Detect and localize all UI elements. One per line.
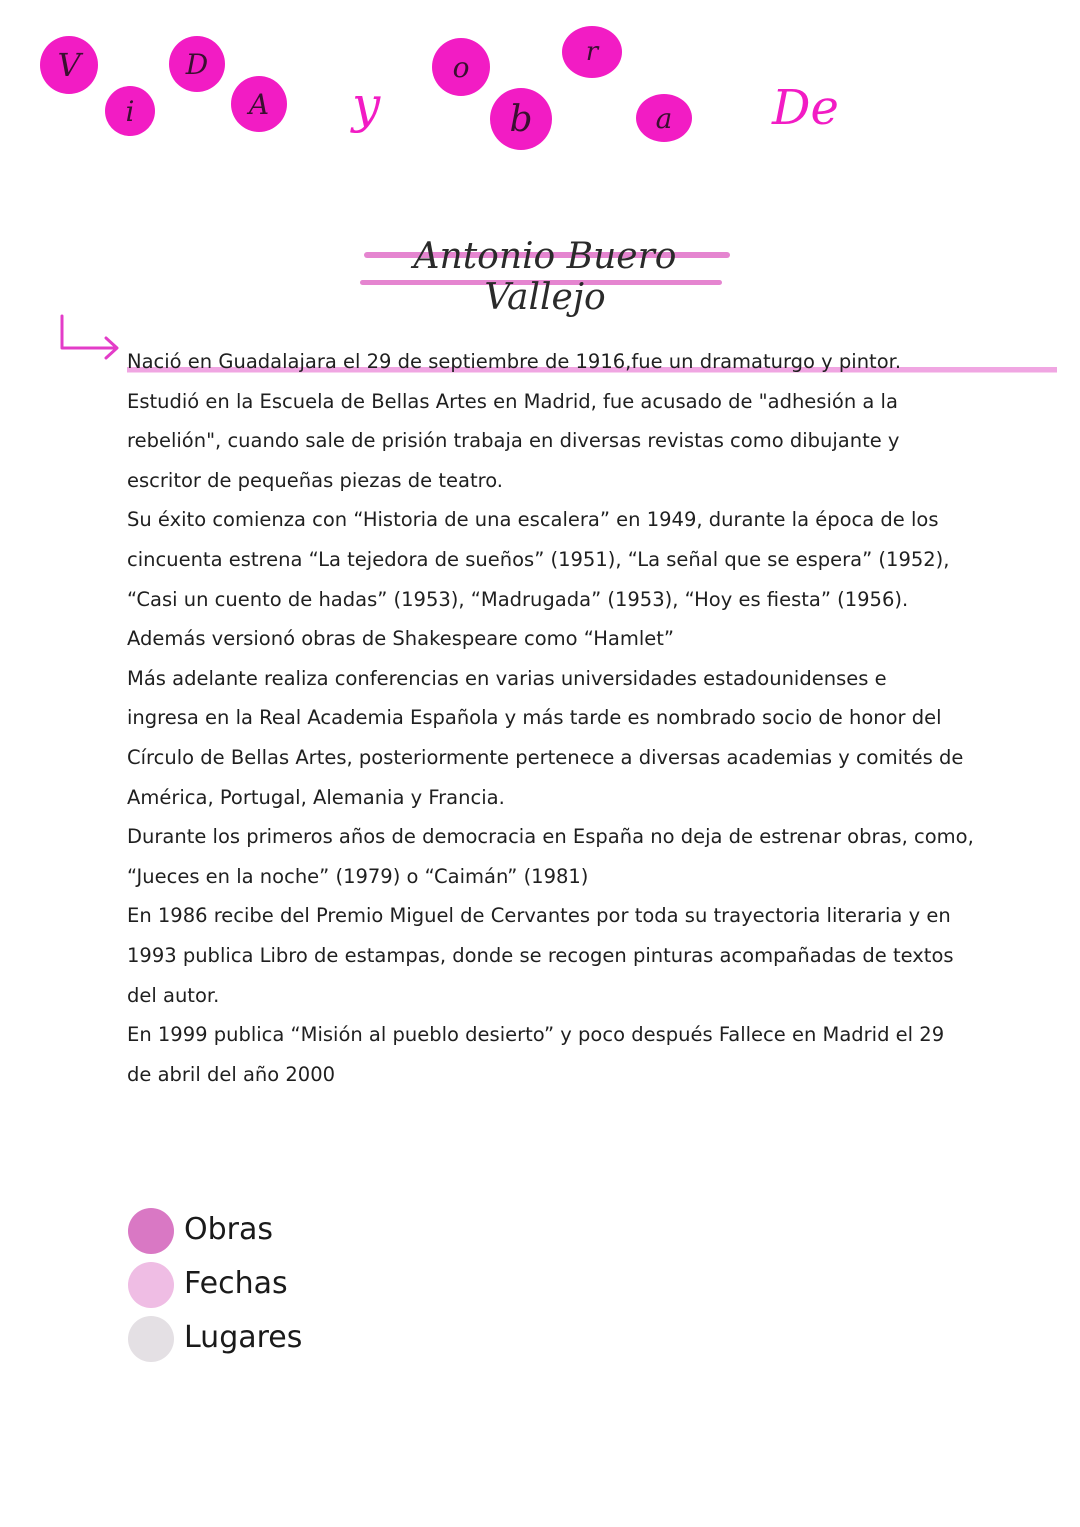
bio-line: escritor de pequeñas piezas de teatro. (127, 468, 503, 492)
title-letter-d: D (169, 36, 225, 92)
bio-line: Círculo de Bellas Artes, posteriormente pertenece a diversas academias y comités de (127, 745, 964, 769)
biography-text (127, 342, 1057, 1094)
bio-line: Durante los primeros años de democracia en España no deja de estrenar obras, como, (127, 825, 974, 849)
subtitle-block (360, 236, 730, 318)
bio-line: Su éxito comienza con “Historia de una escalera” en 1949, durante la época de los (127, 508, 939, 532)
bio-line: Más adelante realiza conferencias en varias universidades estadounidenses e (127, 666, 887, 690)
title-letter-y: y (352, 76, 381, 134)
legend-dot-obras (128, 1208, 174, 1254)
legend-label: Obras (184, 1212, 274, 1247)
bio-line: Estudió en la Escuela de Bellas Artes en Madrid, fue acusado de "adhesión a la (127, 389, 898, 413)
title-letter-a: A (231, 76, 287, 132)
bio-line: del autor. (127, 983, 220, 1007)
legend-label: Lugares (184, 1320, 303, 1355)
bio-line: rebelión", cuando sale de prisión trabaja en diversas revistas como dibujante y (127, 429, 900, 453)
title-letter-a-second: a (636, 94, 692, 142)
legend-label: Fechas (184, 1266, 288, 1301)
bio-line: “Casi un cuento de hadas” (1953), “Madrugada” (1953), “Hoy es fiesta” (1956). (127, 587, 909, 611)
bio-line: América, Portugal, Alemania y Francia. (127, 785, 505, 809)
legend-dot-lugares (128, 1316, 174, 1362)
title-letter-o: o (432, 38, 490, 96)
title-letter-r: r (562, 26, 622, 78)
legend-dot-fechas (128, 1262, 174, 1308)
bio-line: de abril del año 2000 (127, 1062, 336, 1086)
legend-item-obras (128, 1208, 428, 1258)
bio-line: En 1986 recibe del Premio Miguel de Cervantes por toda su trayectoria literaria y en (127, 904, 951, 928)
bio-line: “Jueces en la noche” (1979) o “Caimán” (1981) (127, 864, 589, 888)
bio-line: Además versionó obras de Shakespeare como “Hamlet” (127, 627, 675, 651)
bio-line: En 1999 publica “Misión al pueblo desierto” y poco después Fallece en Madrid el 29 (127, 1023, 945, 1047)
legend-item-lugares (128, 1316, 428, 1366)
bio-line: ingresa en la Real Academia Española y más tarde es nombrado socio de honor del (127, 706, 942, 730)
page-title: Antonio Buero Vallejo (413, 236, 677, 318)
legend-item-fechas (128, 1262, 428, 1312)
title-letter-b: b (490, 88, 552, 150)
title-word-de: De (772, 80, 839, 136)
bio-line: 1993 publica Libro de estampas, donde se recogen pinturas acompañadas de textos (127, 943, 954, 967)
bio-line: Nació en Guadalajara el 29 de septiembre de 1916,fue un dramaturgo y pintor. (127, 342, 1057, 382)
bio-line: cincuenta estrena “La tejedora de sueños” (1951), “La señal que se espera” (1952), (127, 547, 950, 571)
title-letter-v: V (40, 36, 98, 94)
arrow-down-right-icon (56, 312, 128, 360)
title-letter-i: i (105, 86, 155, 136)
